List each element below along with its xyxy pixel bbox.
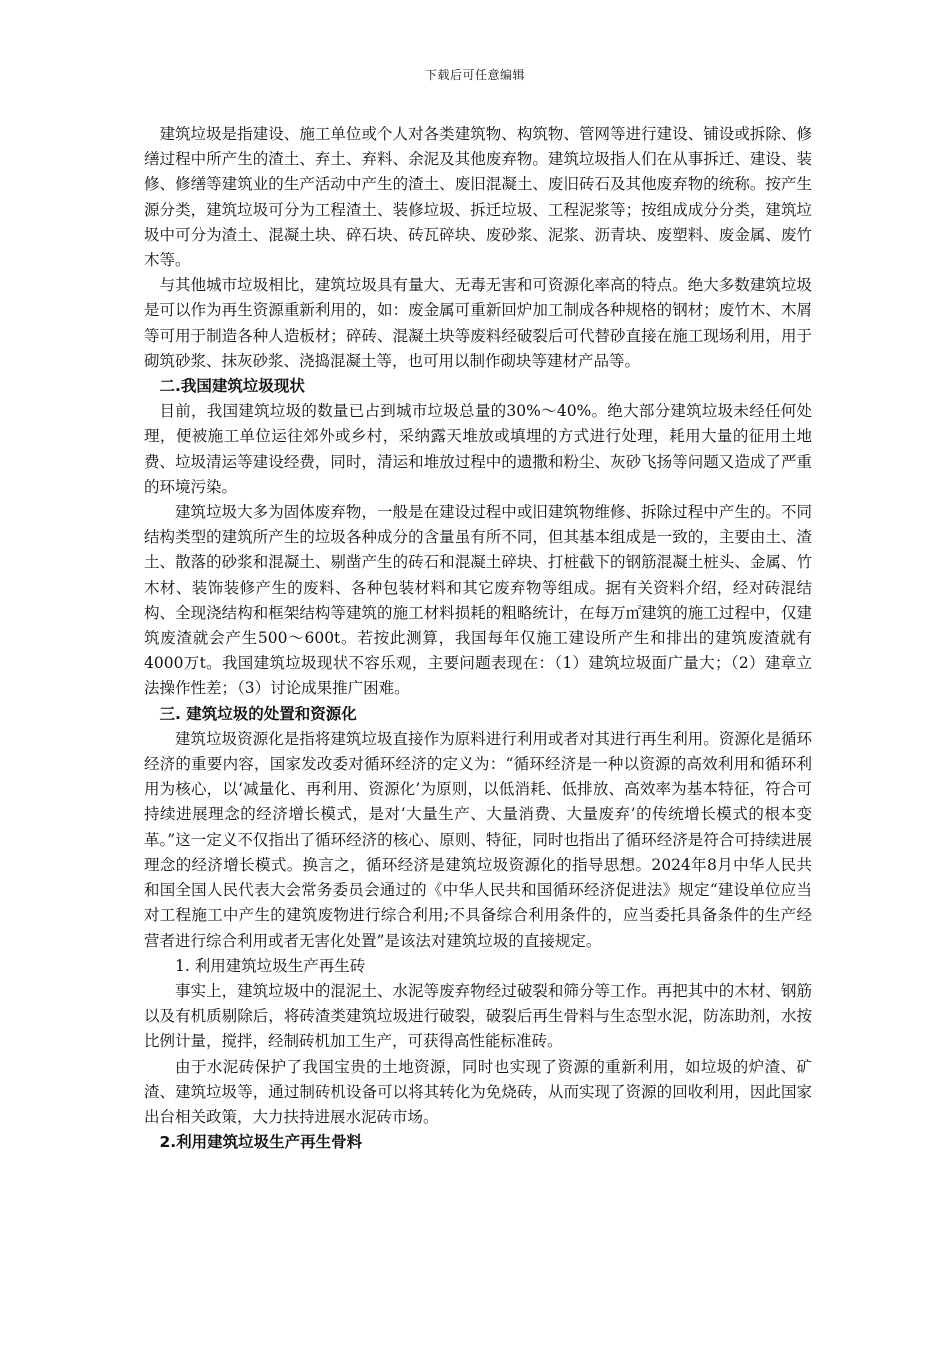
document-body — [144, 122, 812, 1155]
subheading-recycled-aggregate: 2.利用建筑垃圾生产再生骨料 — [159, 1133, 363, 1152]
paragraph-definition: 建筑垃圾是指建设、施工单位或个人对各类建筑物、构筑物、管网等进行建设、铺设或拆除、修缮过程中所产生的渣土、弃土、弃料、余泥及其他废弃物。建筑垃圾指人们在从事拆迁、建设、装修、修缮等建筑业的生产活动中产生的渣土、废旧混凝土、废旧砖石及其他废弃物的统称。按产生源分类，建筑垃圾可分为工程渣土、装修垃圾、拆迁垃圾、工程泥浆等；按组成成分分类，建筑垃圾中可分为渣土、混凝土块、碎石块、砖瓦碎块、废砂浆、泥浆、沥青块、废塑料、废金属、废竹木等。 — [144, 125, 812, 270]
paragraph-characteristics: 与其他城市垃圾相比，建筑垃圾具有量大、无毒无害和可资源化率高的特点。绝大多数建筑垃圾是可以作为再生资源重新利用的，如：废金属可重新回炉加工制成各种规格的钢材；废竹木、木屑等可用于制造各种人造板材；碎砖、混凝土块等废料经破裂后可代替砂直接在施工现场利用，用于砌筑砂浆、抹灰砂浆、浇捣混凝土等，也可用以制作砌块等建材产品等。 — [144, 276, 812, 370]
section-heading-current-status: 二.我国建筑垃圾现状 — [159, 377, 305, 396]
subheading-recycled-brick: 1. 利用建筑垃圾生产再生砖 — [175, 956, 366, 975]
section-heading-disposal: 三. 建筑垃圾的处置和资源化 — [159, 704, 357, 723]
paragraph-brick-market: 由于水泥砖保护了我国宝贵的土地资源，同时也实现了资源的重新利用，如垃圾的炉渣、矿渣、建筑垃圾等，通过制砖机设备可以将其转化为免烧砖，从而实现了资源的回收利用，因此国家出台相关政策，大力扶持进展水泥砖市场。 — [144, 1057, 812, 1126]
paragraph-resource-utilization: 建筑垃圾资源化是指将建筑垃圾直接作为原料进行利用或者对其进行再生利用。资源化是循环经济的重要内容，国家发改委对循环经济的定义为：“循环经济是一种以资源的高效利用和循环利用为核心，以‘减量化、再利用、资源化’为原则，以低消耗、低排放、高效率为基本特征，符合可持续进展理念的经济增长模式，是对‘大量生产、大量消费、大量废弃’的传统增长模式的根本变革。”这一定义不仅指出了循环经济的核心、原则、特征，同时也指出了循环经济是符合可持续进展理念的经济增长模式。换言之，循环经济是建筑垃圾资源化的指导思想。2024年8月中华人民共和国全国人民代表大会常务委员会通过的《中华人民共和国循环经济促进法》规定“建设单位应当对工程施工中产生的建筑废物进行综合利用;不具备综合利用条件的，应当委托具备条件的生产经营者进行综合利用或者无害化处置”是该法对建筑垃圾的直接规定。 — [144, 729, 812, 950]
paragraph-brick-process: 事实上，建筑垃圾中的混泥土、水泥等废弃物经过破裂和筛分等工作。再把其中的木材、钢筋以及有机质剔除后，将砖渣类建筑垃圾进行破裂，破裂后再生骨料与生态型水泥，防冻助剂，水按比例计量，搅拌，经制砖机加工生产，可获得高性能标准砖。 — [144, 981, 812, 1051]
paragraph-current-status: 目前，我国建筑垃圾的数量已占到城市垃圾总量的30%～40%。绝大部分建筑垃圾未经任何处理，便被施工单位运往郊外或乡村，采纳露天堆放或填埋的方式进行处理，耗用大量的征用土地费、垃圾清运等建设经费，同时，清运和堆放过程中的遗撒和粉尘、灰砂飞扬等问题又造成了严重的环境污染。 — [144, 402, 812, 496]
paragraph-composition: 建筑垃圾大多为固体废弃物，一般是在建设过程中或旧建筑物维修、拆除过程中产生的。不同结构类型的建筑所产生的垃圾各种成分的含量虽有所不同，但其基本组成是一致的，主要由土、渣土、散落的砂浆和混凝土、剔凿产生的砖石和混凝土碎块、打桩截下的钢筋混凝土桩头、金属、竹木材、装饰装修产生的废料、各种包装材料和其它废弃物等组成。据有关资料介绍，经对砖混结构、全现浇结构和框架结构等建筑的施工材料损耗的粗略统计，在每万㎡建筑的施工过程中，仅建筑废渣就会产生500～600t。若按此测算，我国每年仅施工建设所产生和排出的建筑废渣就有4000万t。我国建筑垃圾现状不容乐观，主要问题表现在：（1）建筑垃圾面广量大；（2）建章立法操作性差；（3）讨论成果推广困难。 — [144, 503, 812, 698]
page-header: 下载后可任意编辑 — [424, 68, 525, 82]
